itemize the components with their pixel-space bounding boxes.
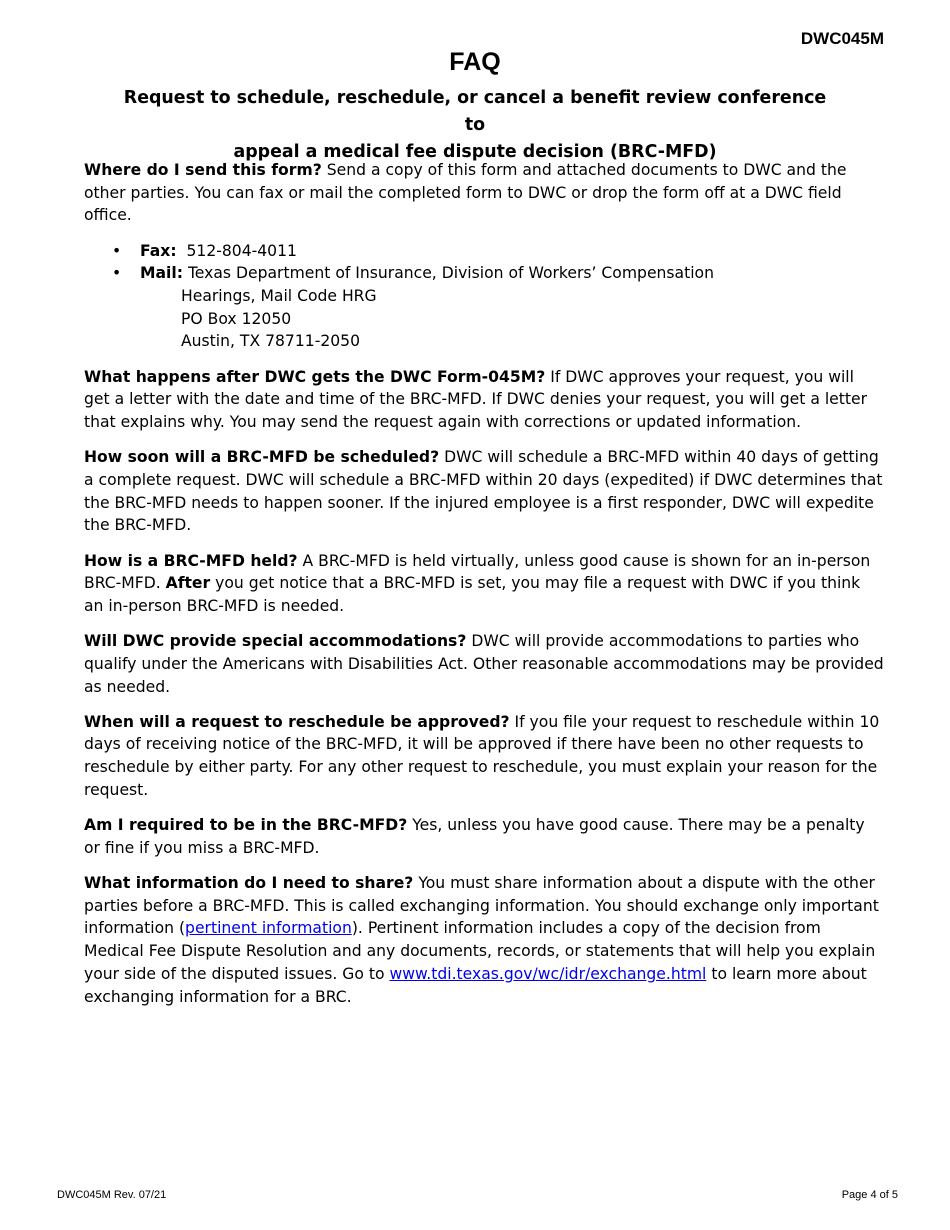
faq-answer: Send a copy of this form and attached documents to DWC and the other parties. You can fax or mail the completed form to DWC or drop the form off at a DWC field office. — [84, 161, 847, 225]
faq-how-soon — [84, 446, 884, 537]
faq-answer-continued: you get notice that a BRC-MFD is set, you may file a request with DWC if you think an in-person BRC-MFD is needed. — [84, 574, 861, 615]
faq-answer: DWC will provide accommodations to parties who qualify under the Americans with Disabilities Act. Other reasonable accommodations may be provided as needed. — [84, 632, 884, 696]
faq-answer: If you file your request to reschedule within 10 days of receiving notice of the BRC-MFD, it will be approved if there have been no other requests to reschedule by either party. For any other request to reschedule, you must explain your reason for the request. — [84, 712, 880, 799]
faq-reschedule — [84, 711, 884, 802]
faq-answer: If DWC approves your request, you will get a letter with the date and time of the BRC-MFD. If DWC denies your request, you will get a letter that explains why. You may send the request again with corrections or updated information. — [84, 367, 867, 432]
mail-address-line-2: Hearings, Mail Code HRG — [181, 287, 377, 306]
footer-page-number: Page 4 of 5 — [841, 1189, 898, 1201]
contact-fax — [84, 240, 884, 263]
faq-question: Am I required to be in the BRC-MFD? — [84, 816, 408, 835]
faq-what-happens — [84, 366, 884, 434]
faq-answer: A BRC-MFD is held virtually, unless good cause is shown for an in-person BRC-MFD. — [84, 551, 871, 593]
faq-question: What happens after DWC gets the DWC Form-045M? — [84, 367, 546, 386]
mail-address-line-4: Austin, TX 78711-2050 — [181, 332, 361, 351]
pertinent-information-link[interactable]: pertinent information — [185, 919, 352, 938]
bullet-icon: • — [112, 241, 122, 260]
faq-required — [84, 814, 884, 859]
faq-answer: Yes, unless you have good cause. There may be a penalty or fine if you miss a BRC-MFD. — [84, 816, 865, 857]
faq-question: How soon will a BRC-MFD be scheduled? — [84, 448, 440, 467]
faq-emphasis: After — [165, 574, 211, 593]
faq-answer: DWC will schedule a BRC-MFD within 40 days of getting a complete request. DWC will schedule a BRC-MFD within 20 days (expedited) if DWC determines that the BRC-MFD needs to happen sooner. If the injured employee is a first responder, DWC will expedite the BRC-MFD. — [84, 448, 883, 535]
faq-accommodations — [84, 630, 884, 698]
page-subtitle — [120, 85, 830, 166]
faq-how-held — [84, 550, 884, 618]
faq-question: Will DWC provide special accommodations? — [84, 632, 467, 651]
faq-question: When will a request to reschedule be approved? — [84, 712, 510, 731]
mail-label: Mail: — [140, 264, 183, 283]
faq-question: Where do I send this form? — [84, 161, 322, 179]
fax-number: 512-804-4011 — [186, 241, 297, 260]
form-id: DWC045M — [800, 29, 884, 48]
faq-answer-end: to learn more about exchanging information for a BRC. — [84, 964, 867, 1006]
faq-question: How is a BRC-MFD held? — [84, 551, 298, 570]
faq-answer-continued: ). Pertinent information includes a copy of the decision from Medical Fee Dispute Resolution and any documents, records, or statements that will help you explain your side of the disputed issues. Go to — [84, 919, 876, 983]
contact-list — [84, 240, 884, 354]
fax-label: Fax: — [140, 241, 177, 260]
subtitle-line-2: appeal a medical fee dispute decision (BRC-MFD) — [233, 142, 717, 162]
page-title: FAQ — [449, 48, 501, 76]
faq-question: What information do I need to share? — [84, 873, 414, 892]
mail-address-line-1: Texas Department of Insurance, Division of Workers’ Compensation — [187, 264, 714, 283]
faq-content — [84, 159, 884, 1021]
contact-mail — [84, 262, 884, 285]
faq-share-info — [84, 872, 884, 1008]
subtitle-line-1: Request to schedule, reschedule, or cancel a benefit review conference to — [123, 88, 827, 135]
faq-where-send — [84, 159, 884, 227]
faq-answer: You must share information about a dispute with the other parties before a BRC-MFD. This is called exchanging information. You should exchange only important information ( — [84, 873, 879, 938]
footer-revision: DWC045M Rev. 07/21 — [57, 1189, 167, 1201]
exchange-info-link[interactable]: www.tdi.texas.gov/wc/idr/exchange.html — [389, 964, 707, 983]
mail-address-line-3: PO Box 12050 — [181, 309, 292, 328]
bullet-icon: • — [112, 264, 122, 283]
